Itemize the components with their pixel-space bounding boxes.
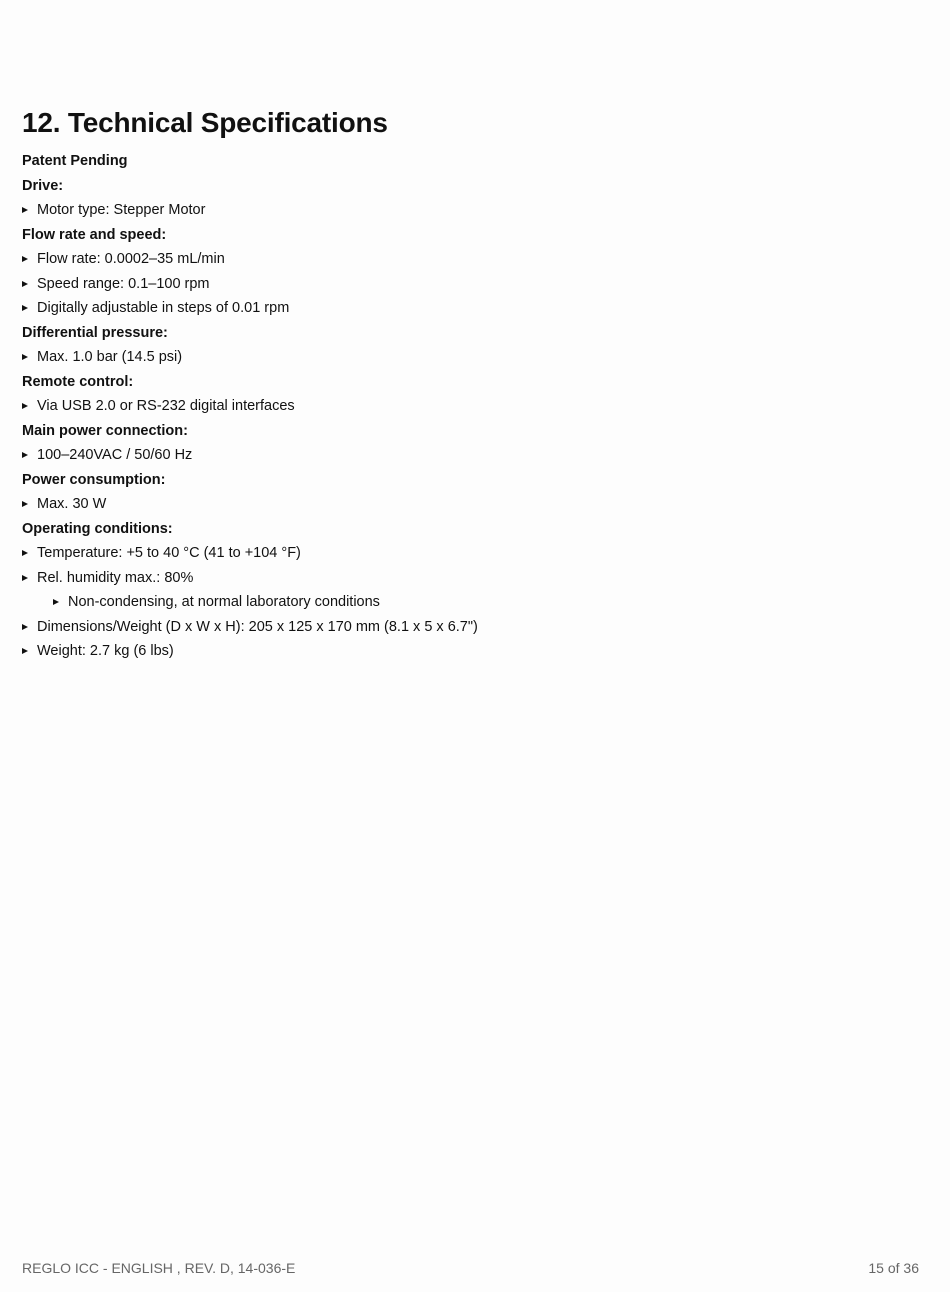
spec-bullet-text: Max. 1.0 bar (14.5 psi): [37, 349, 183, 365]
spec-list: [22, 149, 922, 664]
spec-bullet: [22, 296, 922, 321]
footer-page-number: 15 of 36: [868, 1260, 919, 1276]
spec-bullet-text: Max. 30 W: [37, 496, 107, 512]
spec-bullet: [22, 247, 922, 272]
spec-heading: Remote control:: [22, 373, 134, 390]
footer-document-id: REGLO ICC - ENGLISH , REV. D, 14-036-E: [22, 1260, 296, 1276]
spec-heading: Main power connection:: [22, 422, 188, 439]
spec-heading: Patent Pending: [22, 153, 128, 169]
spec-heading: Power consumption:: [22, 471, 166, 488]
bullet-triangle-icon: [22, 501, 28, 507]
spec-bullet-text: Flow rate: 0.0002–35 mL/min: [37, 251, 225, 267]
bullet-triangle-icon: [22, 281, 28, 287]
spec-bullet-text: Weight: 2.7 kg (6 lbs): [37, 643, 174, 659]
spec-bullet: [22, 566, 922, 591]
spec-bullet: [22, 345, 922, 370]
spec-bullet: [22, 492, 922, 517]
spec-bullet-text: Motor type: Stepper Motor: [37, 202, 206, 218]
spec-bullet: [22, 198, 922, 223]
bullet-triangle-icon: [22, 550, 28, 556]
bullet-triangle-icon: [22, 452, 28, 458]
bullet-triangle-icon: [22, 624, 28, 630]
spec-bullet: [22, 394, 922, 419]
bullet-triangle-icon: [22, 403, 28, 409]
spec-bullet-text: Dimensions/Weight (D x W x H): 205 x 125 x 170 mm (8.1 x 5 x 6.7"): [37, 618, 478, 635]
spec-heading: Operating conditions:: [22, 520, 173, 537]
spec-bullet-text: Speed range: 0.1–100 rpm: [37, 275, 210, 292]
bullet-triangle-icon: [22, 575, 28, 581]
spec-bullet-text: Non-condensing, at normal laboratory conditions: [68, 594, 380, 610]
spec-bullet: [22, 541, 922, 566]
spec-bullet: [22, 272, 922, 297]
spec-heading: Drive:: [22, 177, 64, 194]
spec-heading: Flow rate and speed:: [22, 226, 167, 243]
spec-sub-bullet: [22, 590, 922, 615]
spec-bullet-text: Temperature: +5 to 40 °C (41 to +104 °F): [37, 545, 301, 561]
bullet-triangle-icon: [22, 207, 28, 213]
spec-bullet: [22, 639, 922, 664]
bullet-triangle-icon: [22, 256, 28, 262]
spec-bullet-text: Rel. humidity max.: 80%: [37, 569, 194, 586]
spec-bullet-text: Via USB 2.0 or RS-232 digital interfaces: [37, 398, 295, 414]
spec-bullet: [22, 443, 922, 468]
spec-bullet-text: 100–240VAC / 50/60 Hz: [37, 447, 193, 463]
spec-bullet: [22, 615, 922, 640]
bullet-triangle-icon: [22, 354, 28, 360]
bullet-triangle-icon: [53, 599, 59, 605]
page-title: 12. Technical Specifications: [22, 107, 388, 138]
bullet-triangle-icon: [22, 305, 28, 311]
spec-heading: Differential pressure:: [22, 324, 168, 341]
spec-bullet-text: Digitally adjustable in steps of 0.01 rpm: [37, 300, 290, 316]
bullet-triangle-icon: [22, 648, 28, 654]
